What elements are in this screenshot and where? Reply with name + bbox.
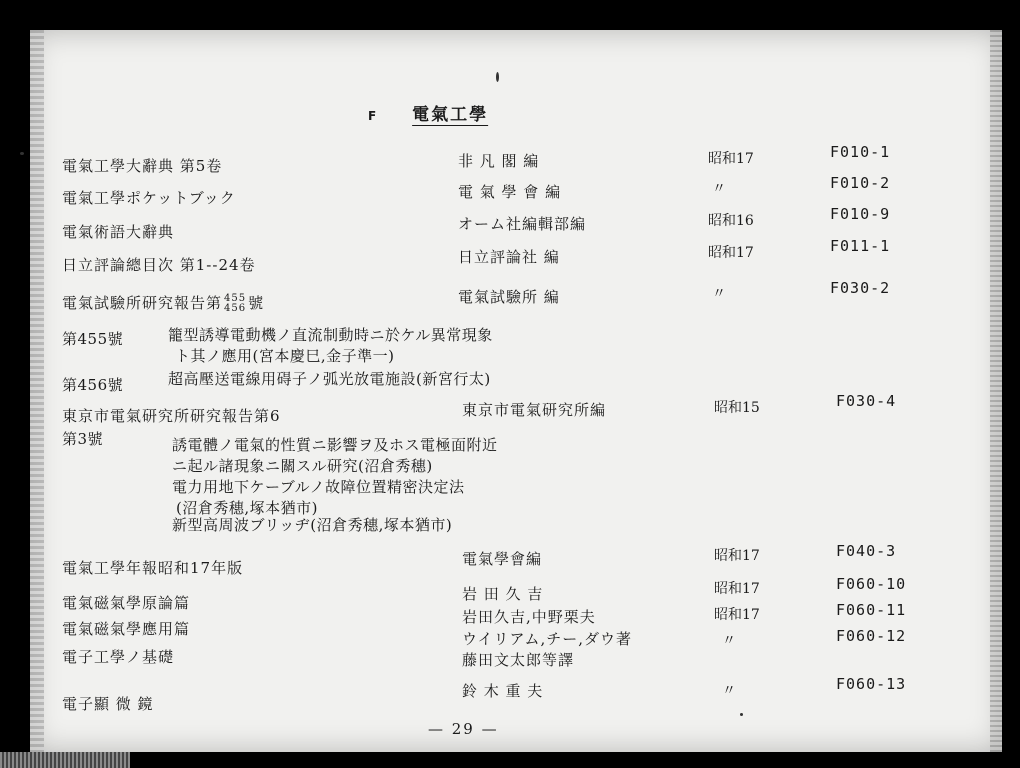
sub-entry-label: 第455號 xyxy=(62,330,124,348)
report-number-fraction xyxy=(224,294,246,314)
entry-title: 電子顯 微 鏡 xyxy=(62,695,154,713)
entry-publisher: 鈴 木 重 夫 xyxy=(462,682,544,700)
sub-entry-label: 第3號 xyxy=(62,430,104,448)
entry-publisher: 電 氣 學 會 編 xyxy=(458,183,562,201)
entry-title: 電氣術語大辭典 xyxy=(62,223,175,241)
section-letter: F xyxy=(368,109,379,123)
entry-publisher: 岩田久吉,中野栗夫 xyxy=(462,608,596,626)
sub-entry-line: ト其ノ應用(宮本慶巳,金子準一) xyxy=(175,347,395,365)
entry-publisher: 電氣學會編 xyxy=(462,550,543,568)
entry-year: 昭和15 xyxy=(714,400,760,416)
entry-publisher: オーム社編輯部編 xyxy=(458,215,587,233)
entry-code: F010-1 xyxy=(830,143,891,161)
entry-code: F010-9 xyxy=(830,205,891,223)
entry-title: 電氣磁氣學原論篇 xyxy=(62,594,191,612)
sub-entry-line: 電力用地下ケーブルノ故障位置精密決定法 xyxy=(172,478,465,496)
entry-publisher: 東京市電氣研究所編 xyxy=(462,401,607,419)
entry-year: 昭和16 xyxy=(708,213,754,229)
entry-code: F060-13 xyxy=(836,675,907,693)
sub-entry-line: 籠型誘導電動機ノ直流制動時ニ於ケル異常現象 xyxy=(168,326,493,344)
entry-title: 電氣工學ポケットブック xyxy=(62,189,236,207)
entry-code: F010-2 xyxy=(830,174,891,192)
entry-title: 東京市電氣研究所研究報告第6 xyxy=(62,407,281,425)
film-strip xyxy=(0,752,130,768)
fraction-bottom: 456 xyxy=(224,303,247,314)
entry-title: 日立評論總目次 第1--24卷 xyxy=(62,256,256,274)
entry-code: F040-3 xyxy=(836,542,897,560)
entry-publisher: 電氣試驗所 編 xyxy=(458,288,560,306)
entry-title-main: 電氣試驗所研究報告第 xyxy=(62,294,223,312)
section-title: 電氣工學 xyxy=(412,105,489,125)
entry-publisher-translator: 藤田文太郎等譯 xyxy=(462,651,575,669)
entry-title-tail: 號 xyxy=(248,294,265,312)
sub-entry-label: 第456號 xyxy=(62,376,124,394)
entry-year: 昭和17 xyxy=(714,607,760,623)
page-number: — 29 — xyxy=(428,720,499,738)
page-edge-right xyxy=(990,30,1002,752)
entry-year: 〃 xyxy=(712,181,726,197)
entry-year: 〃 xyxy=(712,286,726,302)
sub-entry-line: (沼倉秀穗,塚本猶市) xyxy=(176,499,318,517)
entry-title: 電氣磁氣學應用篇 xyxy=(62,620,191,638)
entry-year: 昭和17 xyxy=(708,151,754,167)
entry-year: 〃 xyxy=(722,633,736,649)
entry-publisher: 非 凡 閣 編 xyxy=(458,152,540,170)
sub-entry-line: 超高壓送電線用碍子ノ弧光放電施設(新宮行太) xyxy=(168,370,491,388)
ink-speck xyxy=(20,152,24,155)
page-edge-left xyxy=(30,30,44,752)
entry-code: F060-10 xyxy=(836,575,907,593)
entry-code: F060-11 xyxy=(836,601,907,619)
entry-year: 昭和17 xyxy=(708,245,754,261)
entry-title xyxy=(62,292,264,314)
entry-publisher: ウイリアム,チー,ダウ著 xyxy=(462,630,633,648)
sub-entry-line: 誘電體ノ電氣的性質ニ影響ヲ及ホス電極面附近 xyxy=(172,436,498,454)
entry-code: F011-1 xyxy=(830,237,891,255)
fraction-top: 455 xyxy=(224,293,247,304)
sub-entry-line: ニ起ル諸現象ニ關スル研究(沼倉秀穗) xyxy=(172,457,433,475)
entry-year: 昭和17 xyxy=(714,548,760,564)
ink-speck xyxy=(496,72,499,82)
entry-code: F030-4 xyxy=(836,392,897,410)
entry-title: 電子工學ノ基礎 xyxy=(62,648,175,666)
section-heading xyxy=(368,100,488,125)
entry-year: 〃 xyxy=(722,683,736,699)
entry-code: F030-2 xyxy=(830,279,891,297)
entry-title: 電氣工學年報昭和17年版 xyxy=(62,559,244,577)
sub-entry-line: 新型高周波ブリッヂ(沼倉秀穗,塚本猶市) xyxy=(172,516,453,534)
entry-publisher: 日立評論社 編 xyxy=(458,248,560,266)
entry-publisher: 岩 田 久 吉 xyxy=(462,585,544,603)
entry-year: 昭和17 xyxy=(714,581,760,597)
entry-title: 電氣工學大辭典 第5卷 xyxy=(62,157,223,175)
entry-code: F060-12 xyxy=(836,627,907,645)
ink-speck xyxy=(740,713,743,716)
